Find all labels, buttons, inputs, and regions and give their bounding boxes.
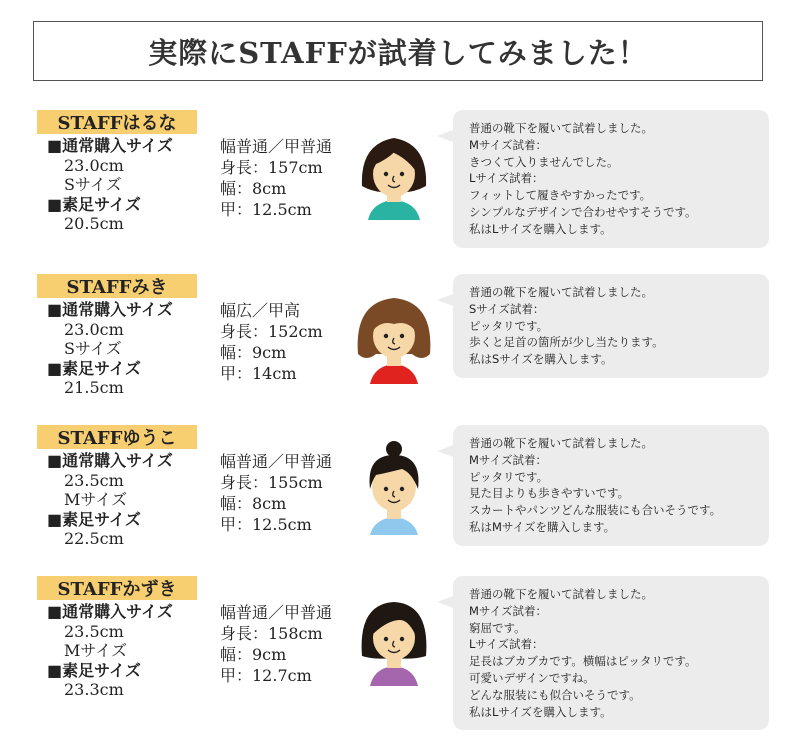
comment-line: 私はLサイズを購入します。 xyxy=(469,221,612,236)
staff-section-miki xyxy=(0,274,800,424)
comment-line: Mサイズ試着： xyxy=(469,137,548,152)
avatar-illustration xyxy=(352,124,436,220)
foot-type: 幅普通／甲普通 xyxy=(220,603,333,622)
purchase-size-heading: ■通常購入サイズ xyxy=(47,602,173,621)
foot-measurements xyxy=(220,136,332,220)
width-value: 幅：8cm xyxy=(220,179,287,198)
staff-name-badge: STAFFかずき xyxy=(37,576,197,600)
comment-line: 足長はブカブカです。横幅はピッタリです。 xyxy=(469,654,697,669)
foot-measurements xyxy=(220,451,332,535)
comment-line: 普通の靴下を履いて試着しました。 xyxy=(469,436,653,450)
comment-line: 普通の靴下を履いて試着しました。 xyxy=(469,587,653,601)
instep-value: 甲：12.5cm xyxy=(220,200,312,219)
bare-foot-heading: ■素足サイズ xyxy=(47,509,141,529)
staff-section-yuko xyxy=(0,425,800,575)
avatar-illustration xyxy=(352,439,436,535)
bare-foot-value: 20.5cm xyxy=(64,214,124,233)
staff-name-badge: STAFFみき xyxy=(37,274,197,298)
comment-bubble xyxy=(453,110,769,248)
comment-line: Mサイズ試着： xyxy=(469,452,548,467)
staff-name-badge: STAFFはるな xyxy=(37,110,197,134)
bare-foot-heading: ■素足サイズ xyxy=(47,194,141,214)
comment-line: 普通の靴下を履いて試着しました。 xyxy=(469,285,653,299)
height-value: 身長：158cm xyxy=(220,624,323,643)
foot-measurements xyxy=(220,602,332,686)
comment-bubble xyxy=(453,274,769,378)
avatar-illustration xyxy=(352,590,436,686)
comment-line: 私はLサイズを購入します。 xyxy=(469,704,612,719)
purchase-size-value: 23.5cm xyxy=(64,621,124,641)
size-info xyxy=(47,136,173,234)
comment-line: 普通の靴下を履いて試着しました。 xyxy=(469,121,653,135)
comment-bubble xyxy=(453,576,769,730)
comment-line: ピッタリです。 xyxy=(469,469,549,484)
comment-line: スカートやパンツどんな服装にも合いそうです。 xyxy=(469,503,722,518)
staff-section-haruna xyxy=(0,110,800,260)
purchase-size-heading: ■通常購入サイズ xyxy=(47,136,173,155)
comment-line: シンプルなデザインで合わせやすそうです。 xyxy=(469,204,697,219)
foot-type: 幅普通／甲普通 xyxy=(220,452,333,471)
comment-line: きつくて入りませんでした。 xyxy=(469,154,619,169)
width-value: 幅：9cm xyxy=(220,343,287,362)
size-info xyxy=(47,300,173,398)
bare-foot-heading: ■素足サイズ xyxy=(47,660,141,680)
instep-value: 甲：12.5cm xyxy=(220,515,312,534)
comment-line: ピッタリです。 xyxy=(469,318,549,333)
purchase-size-letter: Sサイズ xyxy=(64,339,122,358)
purchase-size-letter: Mサイズ xyxy=(64,490,128,509)
instep-value: 甲：14cm xyxy=(220,364,297,383)
comment-line: Sサイズ試着： xyxy=(469,301,545,316)
comment-line: 私はSサイズを購入します。 xyxy=(469,352,613,367)
page-title: 実際にSTAFFが試着してみました！ xyxy=(148,35,648,70)
purchase-size-heading: ■通常購入サイズ xyxy=(47,300,173,319)
comment-line: Mサイズ試着： xyxy=(469,603,548,618)
staff-name-badge: STAFFゆうこ xyxy=(37,425,197,449)
foot-type: 幅広／甲高 xyxy=(220,301,301,320)
comment-bubble xyxy=(453,425,769,546)
comment-line: どんな服装にも似合いそうです。 xyxy=(469,687,641,702)
comment-line: 窮屈です。 xyxy=(469,620,526,635)
width-value: 幅：8cm xyxy=(220,494,287,513)
height-value: 身長：152cm xyxy=(220,322,323,341)
comment-line: 私はMサイズを購入します。 xyxy=(469,519,616,534)
bare-foot-value: 22.5cm xyxy=(64,529,124,548)
height-value: 身長：155cm xyxy=(220,473,323,492)
purchase-size-letter: Sサイズ xyxy=(64,175,122,194)
foot-measurements xyxy=(220,300,323,384)
instep-value: 甲：12.7cm xyxy=(220,666,312,685)
purchase-size-heading: ■通常購入サイズ xyxy=(47,451,173,470)
size-info xyxy=(47,451,173,549)
staff-section-kazuki xyxy=(0,576,800,726)
bare-foot-value: 21.5cm xyxy=(64,378,124,397)
comment-line: フィットして履きやすかったです。 xyxy=(469,188,652,203)
comment-line: Lサイズ試着： xyxy=(469,171,544,186)
foot-type: 幅普通／甲普通 xyxy=(220,137,333,156)
purchase-size-value: 23.0cm xyxy=(64,155,124,175)
comment-line: Lサイズ試着： xyxy=(469,637,544,652)
avatar-illustration xyxy=(352,288,436,384)
height-value: 身長：157cm xyxy=(220,158,323,177)
purchase-size-letter: Mサイズ xyxy=(64,641,128,660)
title-box xyxy=(33,21,763,81)
size-info xyxy=(47,602,173,700)
width-value: 幅：9cm xyxy=(220,645,287,664)
comment-line: 歩くと足首の箇所が少し当たります。 xyxy=(469,335,664,350)
bare-foot-value: 23.3cm xyxy=(64,680,124,699)
comment-line: 可愛いデザインですね。 xyxy=(469,670,595,685)
bare-foot-heading: ■素足サイズ xyxy=(47,358,141,378)
purchase-size-value: 23.0cm xyxy=(64,319,124,339)
comment-line: 見た目よりも歩きやすいです。 xyxy=(469,486,630,501)
purchase-size-value: 23.5cm xyxy=(64,470,124,490)
